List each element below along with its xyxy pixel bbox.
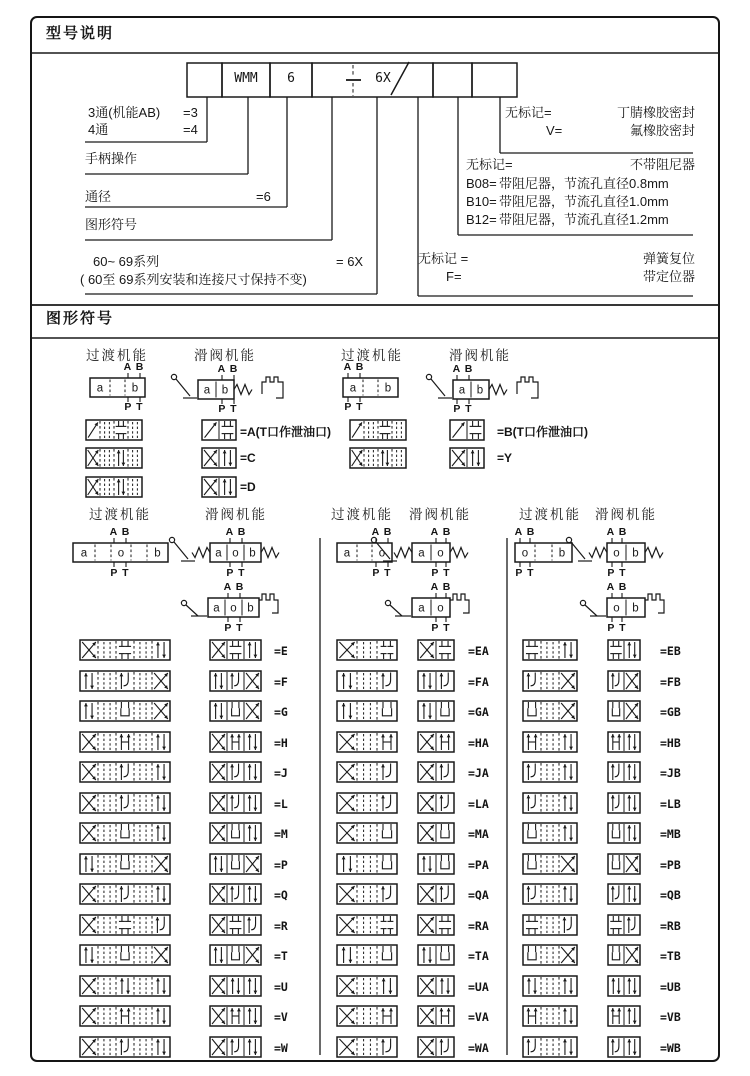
spool-symbol-F (210, 671, 261, 691)
spool-symbol-VB (608, 1006, 640, 1026)
transition-symbol-JA (337, 762, 397, 782)
transition-symbol-UA (337, 976, 397, 996)
port-label-top: A B (430, 526, 452, 538)
value-series: = 6X (336, 254, 364, 269)
transition-symbol-E (80, 640, 170, 660)
spool-symbol-JB (608, 762, 640, 782)
transition-symbol-EA (337, 640, 397, 660)
port-label-top: A B (606, 526, 628, 538)
transition-symbol-MA (337, 823, 397, 843)
function-code-H: =H (274, 736, 288, 750)
spool-symbol-Q (210, 884, 261, 904)
transition-symbol-U (80, 976, 170, 996)
function-code-Q: =Q (274, 888, 288, 902)
header-spool-3: 滑阀机能 (205, 507, 267, 522)
transition-symbol-RB (523, 915, 577, 935)
transition-symbol-GA (337, 701, 397, 721)
function-code-G: =G (274, 705, 288, 719)
section-title-symbols: 图形符号 (46, 310, 115, 327)
port-label-top: A B (225, 526, 247, 538)
svg-text:o: o (437, 602, 444, 615)
transition-symbol-JB (523, 762, 577, 782)
spool-symbol-M (210, 823, 261, 843)
spool-symbol-GB (608, 701, 640, 721)
function-code-PB: =PB (660, 858, 681, 872)
damper-b12-value: 带阻尼器，节流孔直径1.2mm (499, 212, 669, 227)
svg-text:o: o (521, 547, 529, 560)
transition-symbol-V (80, 1006, 170, 1026)
damper-b08-value: 带阻尼器，节流孔直径0.8mm (499, 176, 669, 191)
spool-symbol-UA (418, 976, 454, 996)
transition-symbol-H (80, 732, 170, 752)
svg-text:b: b (221, 384, 229, 397)
seal-none-key: 无标记= (505, 105, 552, 120)
function-code-WA: =WA (468, 1041, 489, 1055)
spool-symbol-EB (608, 640, 640, 660)
header-spool-2: 滑阀机能 (449, 348, 511, 363)
value-4way: =4 (183, 122, 198, 137)
function-code-MA: =MA (468, 827, 489, 841)
transition-symbol-row-2 (86, 448, 142, 468)
spool-symbol-2pos-a (171, 374, 283, 404)
transition-symbol-UB (523, 976, 577, 996)
function-code-VB: =VB (660, 1010, 681, 1024)
model-box-series: 6X (375, 71, 391, 86)
spool-symbol-J (210, 762, 261, 782)
port-label-bottom: P T (224, 622, 244, 634)
function-code-W: =W (274, 1041, 288, 1055)
header-transition-3: 过渡机能 (89, 507, 151, 522)
function-code-FB: =FB (660, 675, 681, 689)
label-3way: 3通(机能AB) (88, 105, 161, 120)
svg-text:o: o (232, 547, 239, 560)
port-label-bottom: P T (344, 401, 364, 413)
svg-text:b: b (632, 602, 639, 615)
port-label-top: A B (452, 363, 474, 375)
function-code-EA: =EA (468, 644, 489, 658)
port-label-bottom: P T (431, 567, 451, 579)
header-spool-1: 滑阀机能 (194, 348, 256, 363)
function-code-UA: =UA (468, 980, 489, 994)
function-code-R: =R (274, 919, 288, 933)
function-code-F: =F (274, 675, 288, 689)
port-label-bottom: P T (124, 401, 144, 413)
port-label-bottom: P T (453, 403, 473, 415)
port-label-bottom: P T (218, 403, 238, 415)
transition-symbol-row-3 (86, 477, 142, 497)
transition-symbol-P (80, 854, 170, 874)
damper-none-value: 不带阻尼器 (629, 157, 695, 172)
function-code-LA: =LA (468, 797, 489, 811)
damper-b10-value: 带阻尼器，节流孔直径1.0mm (499, 194, 669, 209)
spool-symbol-3pos-spring (169, 537, 279, 567)
svg-text:o: o (117, 547, 125, 560)
svg-text:a: a (203, 384, 211, 397)
spool-symbol-T (210, 945, 261, 965)
transition-symbol-2pos-ao (337, 538, 392, 567)
spool-symbol-QA (418, 884, 454, 904)
spool-symbol-EA (418, 640, 454, 660)
function-code-QA: =QA (468, 888, 489, 902)
spool-symbol-MA (418, 823, 454, 843)
port-label-top: A B (371, 526, 393, 538)
header-transition-4: 过渡机能 (331, 507, 393, 522)
label-lever-operation: 手柄操作 (85, 151, 138, 166)
label-4way: 4通 (88, 122, 109, 137)
spool-symbol-RB (608, 915, 640, 935)
label-graphic-symbol: 图形符号 (85, 217, 138, 232)
function-code-M: =M (274, 827, 288, 841)
transition-symbol-L (80, 793, 170, 813)
code-A: =A(T口作泄油口) (240, 425, 331, 439)
svg-text:a: a (215, 547, 222, 560)
reset-none-value: 弹簧复位 (642, 251, 695, 266)
port-label-bottom: P T (607, 622, 627, 634)
function-code-U: =U (274, 980, 288, 994)
transition-symbol-EB (523, 640, 577, 660)
port-label-top: A B (217, 363, 239, 375)
transition-symbol-W (80, 1037, 170, 1057)
function-code-LB: =LB (660, 797, 681, 811)
code-D: =D (240, 480, 256, 494)
model-box-size: 6 (287, 71, 295, 86)
spool-symbol-row-2 (202, 448, 236, 468)
transition-symbol-TA (337, 945, 397, 965)
transition-symbol-row-1-b (350, 420, 406, 440)
spool-symbol-E (210, 640, 261, 660)
svg-text:o: o (613, 547, 620, 560)
spool-symbol-row-2-b (450, 448, 484, 468)
svg-text:a: a (349, 382, 357, 395)
spool-symbol-2pos-ob-detent (580, 593, 664, 622)
spool-symbol-WB (608, 1037, 640, 1057)
svg-text:b: b (131, 382, 139, 395)
transition-symbol-TB (523, 945, 577, 965)
spool-symbol-MB (608, 823, 640, 843)
spool-symbol-L (210, 793, 261, 813)
svg-text:o: o (230, 602, 237, 615)
function-code-HB: =HB (660, 736, 681, 750)
spool-symbol-LB (608, 793, 640, 813)
seal-none-value: 丁腈橡胶密封 (616, 105, 695, 120)
function-code-L: =L (274, 797, 288, 811)
port-label-bottom: P T (431, 622, 451, 634)
svg-text:o: o (613, 602, 620, 615)
port-label-top: A B (343, 361, 365, 373)
function-code-MB: =MB (660, 827, 681, 841)
svg-text:a: a (343, 547, 351, 560)
svg-text:a: a (418, 602, 425, 615)
spool-symbol-V (210, 1006, 261, 1026)
transition-symbol-LB (523, 793, 577, 813)
model-box-code: WMM (234, 71, 258, 86)
svg-text:b: b (384, 382, 392, 395)
function-code-T: =T (274, 949, 288, 963)
function-code-J: =J (274, 766, 288, 780)
function-code-HA: =HA (468, 736, 489, 750)
spool-symbol-2pos-b (426, 374, 538, 404)
transition-symbol-T (80, 945, 170, 965)
transition-symbol-VB (523, 1006, 577, 1026)
spool-symbol-QB (608, 884, 640, 904)
transition-symbol-2pos-b (343, 373, 398, 402)
spool-symbol-3pos-detent (181, 593, 278, 622)
spool-symbol-VA (418, 1006, 454, 1026)
function-code-E: =E (274, 644, 288, 658)
transition-symbol-MB (523, 823, 577, 843)
svg-text:a: a (418, 547, 425, 560)
transition-symbol-G (80, 701, 170, 721)
function-code-QB: =QB (660, 888, 681, 902)
transition-symbol-2pos-a (90, 373, 145, 402)
transition-symbol-HA (337, 732, 397, 752)
function-code-UB: =UB (660, 980, 681, 994)
spool-symbol-U (210, 976, 261, 996)
transition-symbol-FA (337, 671, 397, 691)
code-B: =B(T口作泄油口) (497, 425, 588, 439)
svg-text:b: b (632, 547, 639, 560)
spool-symbol-P (210, 854, 261, 874)
port-label-top: A B (123, 361, 145, 373)
function-code-P: =P (274, 858, 288, 872)
transition-symbol-HB (523, 732, 577, 752)
transition-symbol-PA (337, 854, 397, 874)
spool-symbol-JA (418, 762, 454, 782)
spool-symbol-HA (418, 732, 454, 752)
transition-symbol-row-2-b (350, 448, 406, 468)
function-code-JB: =JB (660, 766, 681, 780)
value-bore: =6 (256, 189, 271, 204)
function-code-V: =V (274, 1010, 288, 1024)
damper-b08-key: B08= (466, 176, 497, 191)
spool-symbol-RA (418, 915, 454, 935)
function-code-GB: =GB (660, 705, 681, 719)
header-transition-5: 过渡机能 (519, 507, 581, 522)
label-series: 60~ 69系列 (93, 254, 160, 269)
seal-v-value: 氟橡胶密封 (629, 123, 695, 138)
spool-symbol-2pos-ao-detent (385, 593, 469, 622)
section-title-model: 型号说明 (46, 25, 115, 42)
reset-f-key: F= (446, 269, 462, 284)
transition-symbol-WB (523, 1037, 577, 1057)
transition-symbol-F (80, 671, 170, 691)
function-code-FA: =FA (468, 675, 489, 689)
spool-symbol-TA (418, 945, 454, 965)
function-code-VA: =VA (468, 1010, 489, 1024)
seal-v-key: V= (546, 123, 563, 138)
header-spool-5: 滑阀机能 (595, 507, 657, 522)
spool-symbol-PA (418, 854, 454, 874)
spool-symbol-UB (608, 976, 640, 996)
code-C: =C (240, 451, 256, 465)
transition-symbol-PB (523, 854, 577, 874)
transition-symbol-QA (337, 884, 397, 904)
transition-symbol-FB (523, 671, 577, 691)
svg-text:b: b (154, 547, 161, 560)
spool-symbol-R (210, 915, 261, 935)
spool-symbol-WA (418, 1037, 454, 1057)
port-label-bottom: P T (515, 567, 535, 579)
transition-symbol-R (80, 915, 170, 935)
reset-f-value: 带定位器 (642, 269, 695, 284)
port-label-bottom: P T (226, 567, 246, 579)
transition-symbol-WA (337, 1037, 397, 1057)
header-transition-1: 过渡机能 (86, 348, 148, 363)
spool-symbol-row-1 (202, 420, 236, 440)
svg-text:a: a (96, 382, 104, 395)
svg-text:b: b (476, 384, 484, 397)
port-label-bottom: P T (110, 567, 130, 579)
spool-symbol-row-1-b (450, 420, 484, 440)
function-code-GA: =GA (468, 705, 489, 719)
transition-symbol-row-1 (86, 420, 142, 440)
port-label-bottom: P T (607, 567, 627, 579)
spool-symbol-PB (608, 854, 640, 874)
port-label-top: A B (223, 581, 245, 593)
transition-symbol-RA (337, 915, 397, 935)
spool-symbol-2pos-ob-spring (566, 537, 663, 567)
spool-symbol-HB (608, 732, 640, 752)
header-spool-4: 滑阀机能 (409, 507, 471, 522)
reset-none-key: 无标记 = (418, 251, 469, 266)
label-bore: 通径 (85, 189, 112, 204)
spool-symbol-TB (608, 945, 640, 965)
damper-none-key: 无标记= (466, 157, 513, 172)
svg-text:b: b (247, 602, 254, 615)
spool-symbol-GA (418, 701, 454, 721)
port-label-top: A B (514, 526, 536, 538)
svg-text:b: b (249, 547, 256, 560)
transition-symbol-QB (523, 884, 577, 904)
spool-symbol-FB (608, 671, 640, 691)
spool-symbol-row-3 (202, 477, 236, 497)
port-label-top: A B (430, 581, 452, 593)
svg-text:o: o (437, 547, 444, 560)
transition-symbol-M (80, 823, 170, 843)
function-code-EB: =EB (660, 644, 681, 658)
spool-symbol-LA (418, 793, 454, 813)
function-code-RA: =RA (468, 919, 489, 933)
function-code-PA: =PA (468, 858, 489, 872)
function-code-JA: =JA (468, 766, 489, 780)
label-series-note: ( 60至 69系列安装和连接尺寸保持不变) (80, 272, 307, 287)
transition-symbol-VA (337, 1006, 397, 1026)
function-code-TA: =TA (468, 949, 489, 963)
spool-symbol-FA (418, 671, 454, 691)
transition-symbol-2pos-ob (515, 538, 572, 567)
transition-symbol-GB (523, 701, 577, 721)
port-label-top: A B (606, 581, 628, 593)
code-Y: =Y (497, 451, 513, 465)
transition-symbol-LA (337, 793, 397, 813)
function-code-TB: =TB (660, 949, 681, 963)
function-code-RB: =RB (660, 919, 681, 933)
transition-symbol-3pos (73, 538, 168, 567)
spool-symbol-W (210, 1037, 261, 1057)
value-3way: =3 (183, 105, 198, 120)
port-label-top: A B (109, 526, 131, 538)
spool-symbol-G (210, 701, 261, 721)
svg-text:o: o (378, 547, 386, 560)
damper-b10-key: B10= (466, 194, 497, 209)
port-label-bottom: P T (372, 567, 392, 579)
svg-text:b: b (558, 547, 566, 560)
function-code-WB: =WB (660, 1041, 681, 1055)
transition-symbol-J (80, 762, 170, 782)
spool-symbol-H (210, 732, 261, 752)
svg-text:a: a (213, 602, 220, 615)
svg-text:a: a (458, 384, 466, 397)
header-transition-2: 过渡机能 (341, 348, 403, 363)
transition-symbol-Q (80, 884, 170, 904)
damper-b12-key: B12= (466, 212, 497, 227)
svg-text:a: a (80, 547, 88, 560)
